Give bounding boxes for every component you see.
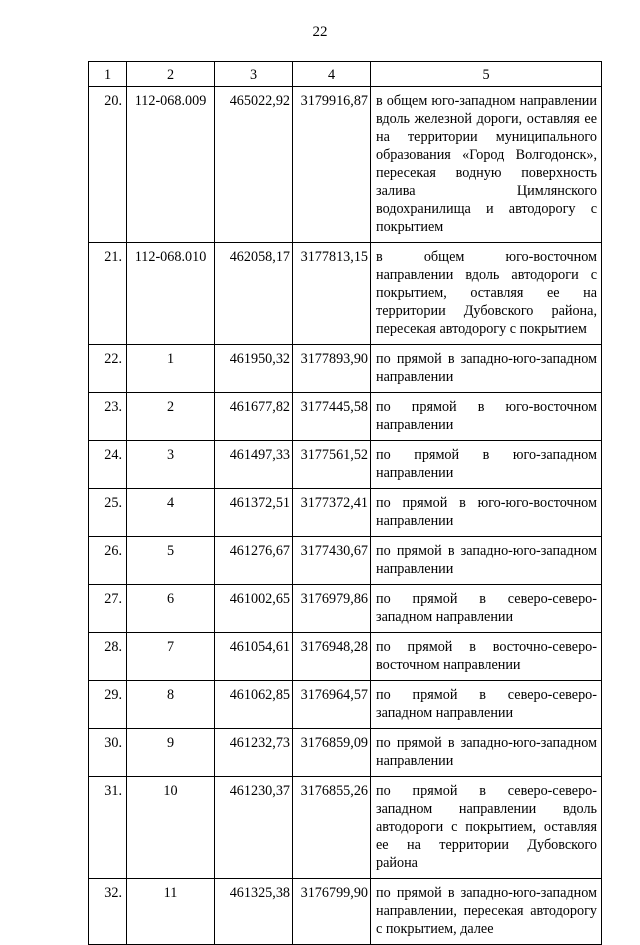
boundary-description: по прямой в восточно-северо-восточном направлении (371, 633, 602, 681)
row-number: 24. (89, 441, 127, 489)
boundary-description: по прямой в северо-северо-западном направлении вдоль автодороги с покрытием, оставляя ее на территории Дубовского района (371, 777, 602, 879)
boundary-description: по прямой в западно-юго-западном направлении, пересекая автодорогу с покрытием, далее (371, 879, 602, 945)
table-row (89, 777, 602, 879)
row-number: 23. (89, 393, 127, 441)
coord-x: 462058,17 (215, 243, 293, 345)
boundary-description: в общем юго-западном направлении вдоль железной дороги, оставляя ее на территории муниципального образования «Город Волгодонск», пересекая водную поверхность залива Цимлянского водохранилища и автодорогу с покрытием (371, 87, 602, 243)
coord-y: 3176948,28 (293, 633, 371, 681)
coord-x: 461062,85 (215, 681, 293, 729)
table-row (89, 393, 602, 441)
table-row (89, 681, 602, 729)
header-col-2: 2 (127, 62, 215, 87)
coord-x: 461232,73 (215, 729, 293, 777)
coord-x: 461372,51 (215, 489, 293, 537)
table-row (89, 87, 602, 243)
coord-x: 465022,92 (215, 87, 293, 243)
row-number: 20. (89, 87, 127, 243)
coord-y: 3177561,52 (293, 441, 371, 489)
row-number: 31. (89, 777, 127, 879)
point-id: 10 (127, 777, 215, 879)
coord-y: 3179916,87 (293, 87, 371, 243)
coord-y: 3176979,86 (293, 585, 371, 633)
coord-y: 3177372,41 (293, 489, 371, 537)
row-number: 27. (89, 585, 127, 633)
table-row (89, 585, 602, 633)
point-id: 1 (127, 345, 215, 393)
row-number: 26. (89, 537, 127, 585)
coord-x: 461677,82 (215, 393, 293, 441)
point-id: 5 (127, 537, 215, 585)
coord-y: 3177813,15 (293, 243, 371, 345)
boundary-description: по прямой в северо-северо-западном направлении (371, 585, 602, 633)
coordinates-table (88, 61, 602, 945)
table-row (89, 489, 602, 537)
table-body (89, 87, 602, 945)
coord-y: 3176964,57 (293, 681, 371, 729)
boundary-description: по прямой в юго-юго-восточном направлении (371, 489, 602, 537)
header-col-5: 5 (371, 62, 602, 87)
point-id: 9 (127, 729, 215, 777)
table-row (89, 633, 602, 681)
coord-x: 461276,67 (215, 537, 293, 585)
point-id: 11 (127, 879, 215, 945)
coord-y: 3177893,90 (293, 345, 371, 393)
coord-y: 3177430,67 (293, 537, 371, 585)
point-id: 112-068.010 (127, 243, 215, 345)
table-row (89, 345, 602, 393)
row-number: 28. (89, 633, 127, 681)
coord-x: 461230,37 (215, 777, 293, 879)
boundary-description: по прямой в западно-юго-западном направлении (371, 345, 602, 393)
row-number: 21. (89, 243, 127, 345)
point-id: 3 (127, 441, 215, 489)
table-row (89, 879, 602, 945)
header-col-4: 4 (293, 62, 371, 87)
coord-y: 3177445,58 (293, 393, 371, 441)
page-number: 22 (312, 24, 328, 40)
point-id: 2 (127, 393, 215, 441)
coord-x: 461054,61 (215, 633, 293, 681)
point-id: 7 (127, 633, 215, 681)
coord-x: 461497,33 (215, 441, 293, 489)
boundary-description: в общем юго-восточном направлении вдоль автодороги с покрытием, оставляя ее на территории Дубовского района, пересекая автодорогу с покрытием (371, 243, 602, 345)
coord-x: 461950,32 (215, 345, 293, 393)
point-id: 112-068.009 (127, 87, 215, 243)
coord-x: 461002,65 (215, 585, 293, 633)
boundary-description: по прямой в северо-северо-западном направлении (371, 681, 602, 729)
coord-y: 3176859,09 (293, 729, 371, 777)
coord-y: 3176799,90 (293, 879, 371, 945)
table-row (89, 243, 602, 345)
point-id: 8 (127, 681, 215, 729)
point-id: 4 (127, 489, 215, 537)
row-number: 22. (89, 345, 127, 393)
coord-x: 461325,38 (215, 879, 293, 945)
header-col-1: 1 (89, 62, 127, 87)
coord-y: 3176855,26 (293, 777, 371, 879)
boundary-description: по прямой в западно-юго-западном направлении (371, 537, 602, 585)
point-id: 6 (127, 585, 215, 633)
table-header-row (89, 62, 602, 87)
table-row (89, 729, 602, 777)
table-row (89, 537, 602, 585)
row-number: 32. (89, 879, 127, 945)
row-number: 29. (89, 681, 127, 729)
row-number: 25. (89, 489, 127, 537)
row-number: 30. (89, 729, 127, 777)
boundary-description: по прямой в юго-западном направлении (371, 441, 602, 489)
boundary-description: по прямой в западно-юго-западном направлении (371, 729, 602, 777)
boundary-description: по прямой в юго-восточном направлении (371, 393, 602, 441)
table-row (89, 441, 602, 489)
header-col-3: 3 (215, 62, 293, 87)
